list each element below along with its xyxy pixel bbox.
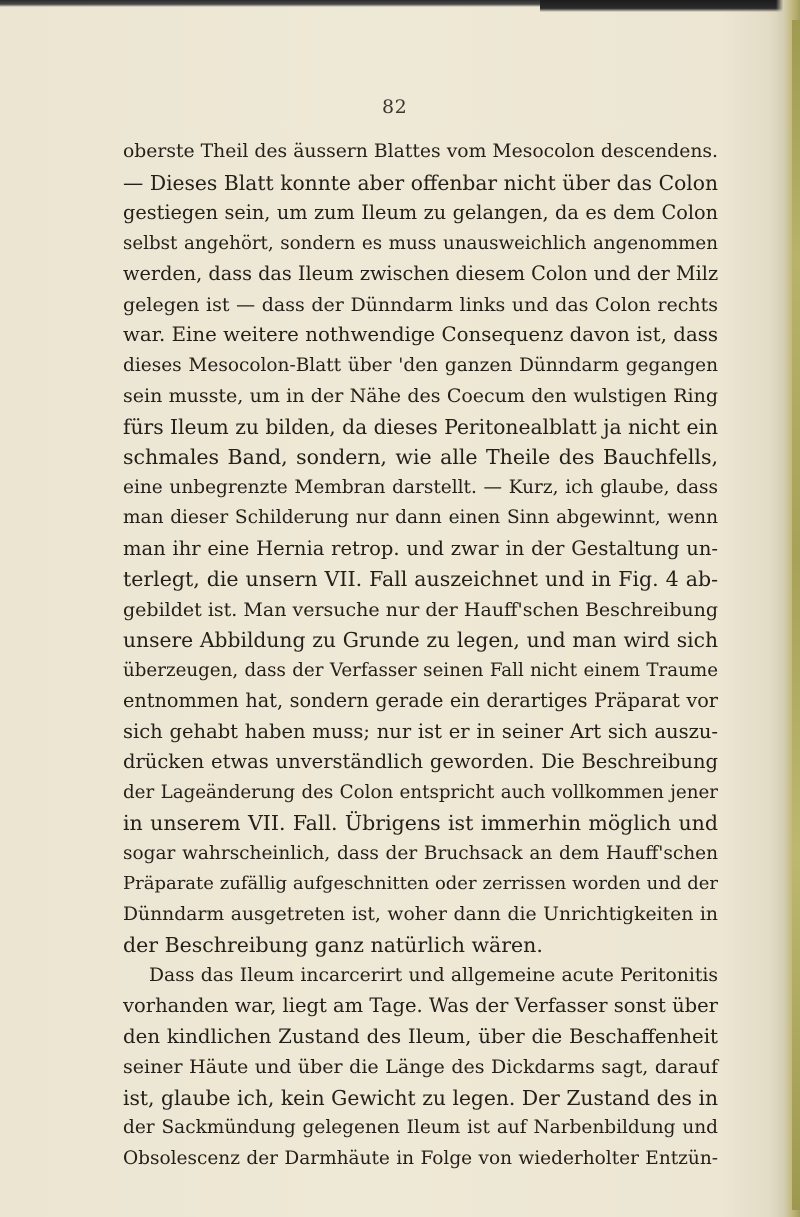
text-line: man ihr eine Hernia retrop. und zwar in der Gestaltung un- [123,536,718,560]
text-line: schmales Band, sondern, wie alle Theile des Bauchfells, [123,445,718,469]
text-line: vorhanden war, liegt am Tage. Was der Verfasser sonst über [123,994,718,1017]
right-book-binding [792,20,800,1210]
text-line: man dieser Schilderung nur dann einen Sinn abgewinnt, wenn [123,507,718,528]
text-line: entnommen hat, sondern gerade ein derartiges Präparat vor [123,689,718,712]
text-line: drücken etwas unverständlich geworden. Die Beschreibung [123,750,718,773]
text-line: Präparate zufällig aufgeschnitten oder zerrissen worden und der [123,873,718,894]
text-line: seiner Häute und über die Länge des Dickdarms sagt, darauf [123,1056,718,1078]
text-line: der Sackmündung gelegenen Ileum ist auf Narbenbildung und [123,1117,718,1138]
body-text [123,137,718,1174]
text-line: dieses Mesocolon-Blatt über 'den ganzen Dünndarm gegangen [123,354,718,376]
text-line: war. Eine weitere nothwendige Consequenz davon ist, dass [123,323,718,346]
text-line: oberste Theil des äussern Blattes vom Mesocolon descendens. [123,141,718,162]
text-line: gebildet ist. Man versuche nur der Hauff'schen Beschreibung [123,598,718,621]
text-line: — Dieses Blatt konnte aber offenbar nicht über das Colon [123,170,718,195]
text-line: Dünndarm ausgetreten ist, woher dann die Unrichtigkeiten in [123,903,718,925]
text-line: unsere Abbildung zu Grunde zu legen, und man wird sich [123,628,718,652]
text-line: Obsolescenz der Darmhäute in Folge von wiederholter Entzün- [123,1147,718,1169]
text-line: ist, glaube ich, kein Gewicht zu legen. Der Zustand des in [123,1085,718,1110]
text-line: den kindlichen Zustand des Ileum, über die Beschaffenheit [123,1024,718,1048]
text-line: der Lageänderung des Colon entspricht auch vollkommen jener [123,781,718,803]
text-line: der Beschreibung ganz natürlich wären. [123,933,543,957]
text-line: Dass das Ileum incarcerirt und allgemeine acute Peritonitis [149,964,718,986]
text-line: sich gehabt haben muss; nur ist er in seiner Art sich auszu- [123,719,718,743]
text-line: werden, dass das Ileum zwischen diesem Colon und der Milz [123,262,719,285]
text-line: eine unbegrenzte Membran darstellt. — Kurz, ich glaube, dass [123,476,718,498]
text-line: selbst angehört, sondern es muss unausweichlich angenommen [123,232,718,254]
text-line: in unserem VII. Fall. Übrigens ist immerhin möglich und [123,811,718,835]
text-line: gestiegen sein, um zum Ileum zu gelangen, da es dem Colon [123,201,718,224]
text-line: gelegen ist — dass der Dünndarm links und das Colon rechts [123,293,718,316]
page-number: 82 [382,96,408,118]
text-line: sein musste, um in der Nähe des Coecum den wulstigen Ring [123,385,718,407]
text-line: sogar wahrscheinlich, dass der Bruchsack an dem Hauff'schen [123,842,718,864]
text-line: terlegt, die unsern VII. Fall auszeichnet und in Fig. 4 ab- [123,567,718,591]
text-line: überzeugen, dass der Verfasser seinen Fall nicht einem Traume [123,659,718,681]
text-line: fürs Ileum zu bilden, da dieses Peritonealblatt ja nicht ein [123,414,718,439]
top-page-edge-shadow [540,0,800,12]
